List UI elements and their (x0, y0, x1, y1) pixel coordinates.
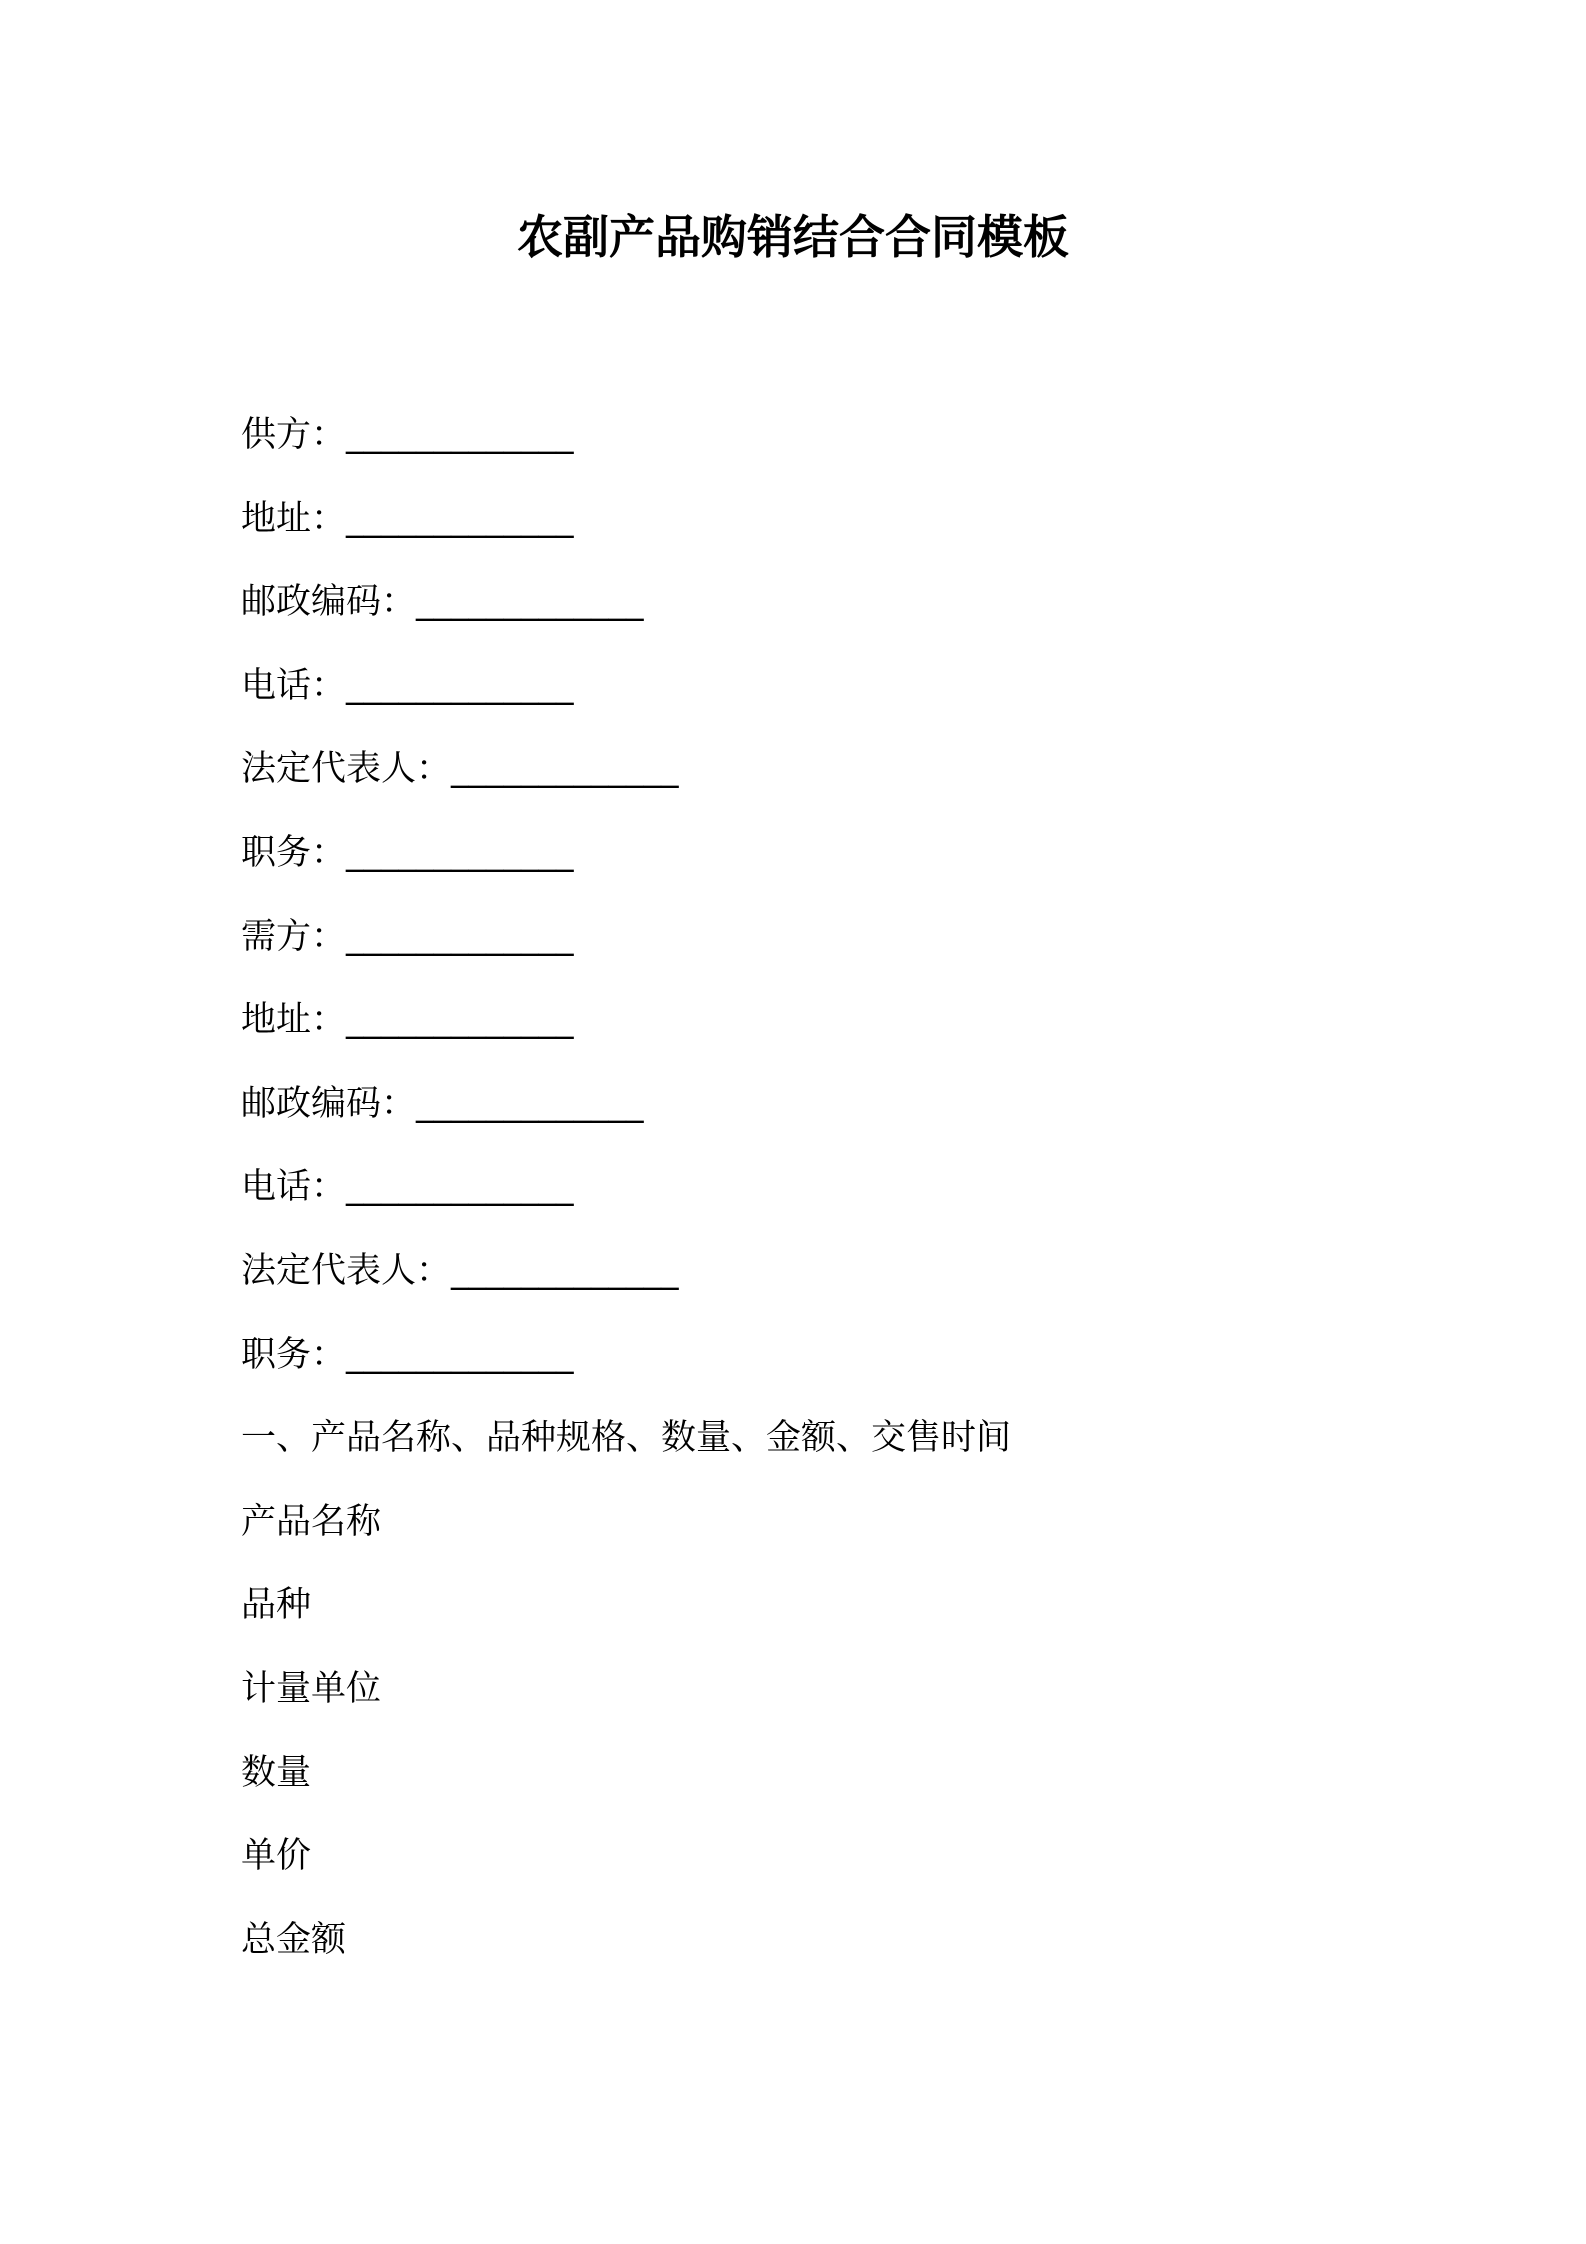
variety-label: 品种 (241, 1585, 312, 1626)
buyer-field: 需方：_____________ (241, 916, 574, 957)
section-heading-1: 一、产品名称、品种规格、数量、金额、交售时间 (241, 1418, 1012, 1459)
quantity-label: 数量 (241, 1752, 312, 1793)
product-name-label: 产品名称 (241, 1501, 382, 1542)
supplier-postcode-field: 邮政编码：_____________ (241, 582, 644, 623)
buyer-postcode-field: 邮政编码：_____________ (241, 1083, 644, 1124)
buyer-phone-field: 电话：_____________ (241, 1167, 574, 1208)
buyer-legal-rep-field: 法定代表人：_____________ (241, 1250, 679, 1291)
unit-price-label: 单价 (241, 1836, 312, 1877)
supplier-address-field: 地址：_____________ (241, 498, 574, 539)
unit-label: 计量单位 (241, 1668, 382, 1709)
buyer-position-field: 职务：_____________ (241, 1334, 574, 1375)
supplier-legal-rep-field: 法定代表人：_____________ (241, 749, 679, 790)
supplier-field: 供方：_____________ (241, 415, 574, 455)
document-title: 农副产品购销结合合同模板 (517, 210, 1069, 264)
contract-body (241, 410, 1441, 1998)
total-amount-label: 总金额 (241, 1919, 347, 1960)
supplier-phone-field: 电话：_____________ (241, 665, 574, 706)
buyer-address-field: 地址：_____________ (241, 1000, 574, 1041)
supplier-position-field: 职务：_____________ (241, 832, 574, 873)
